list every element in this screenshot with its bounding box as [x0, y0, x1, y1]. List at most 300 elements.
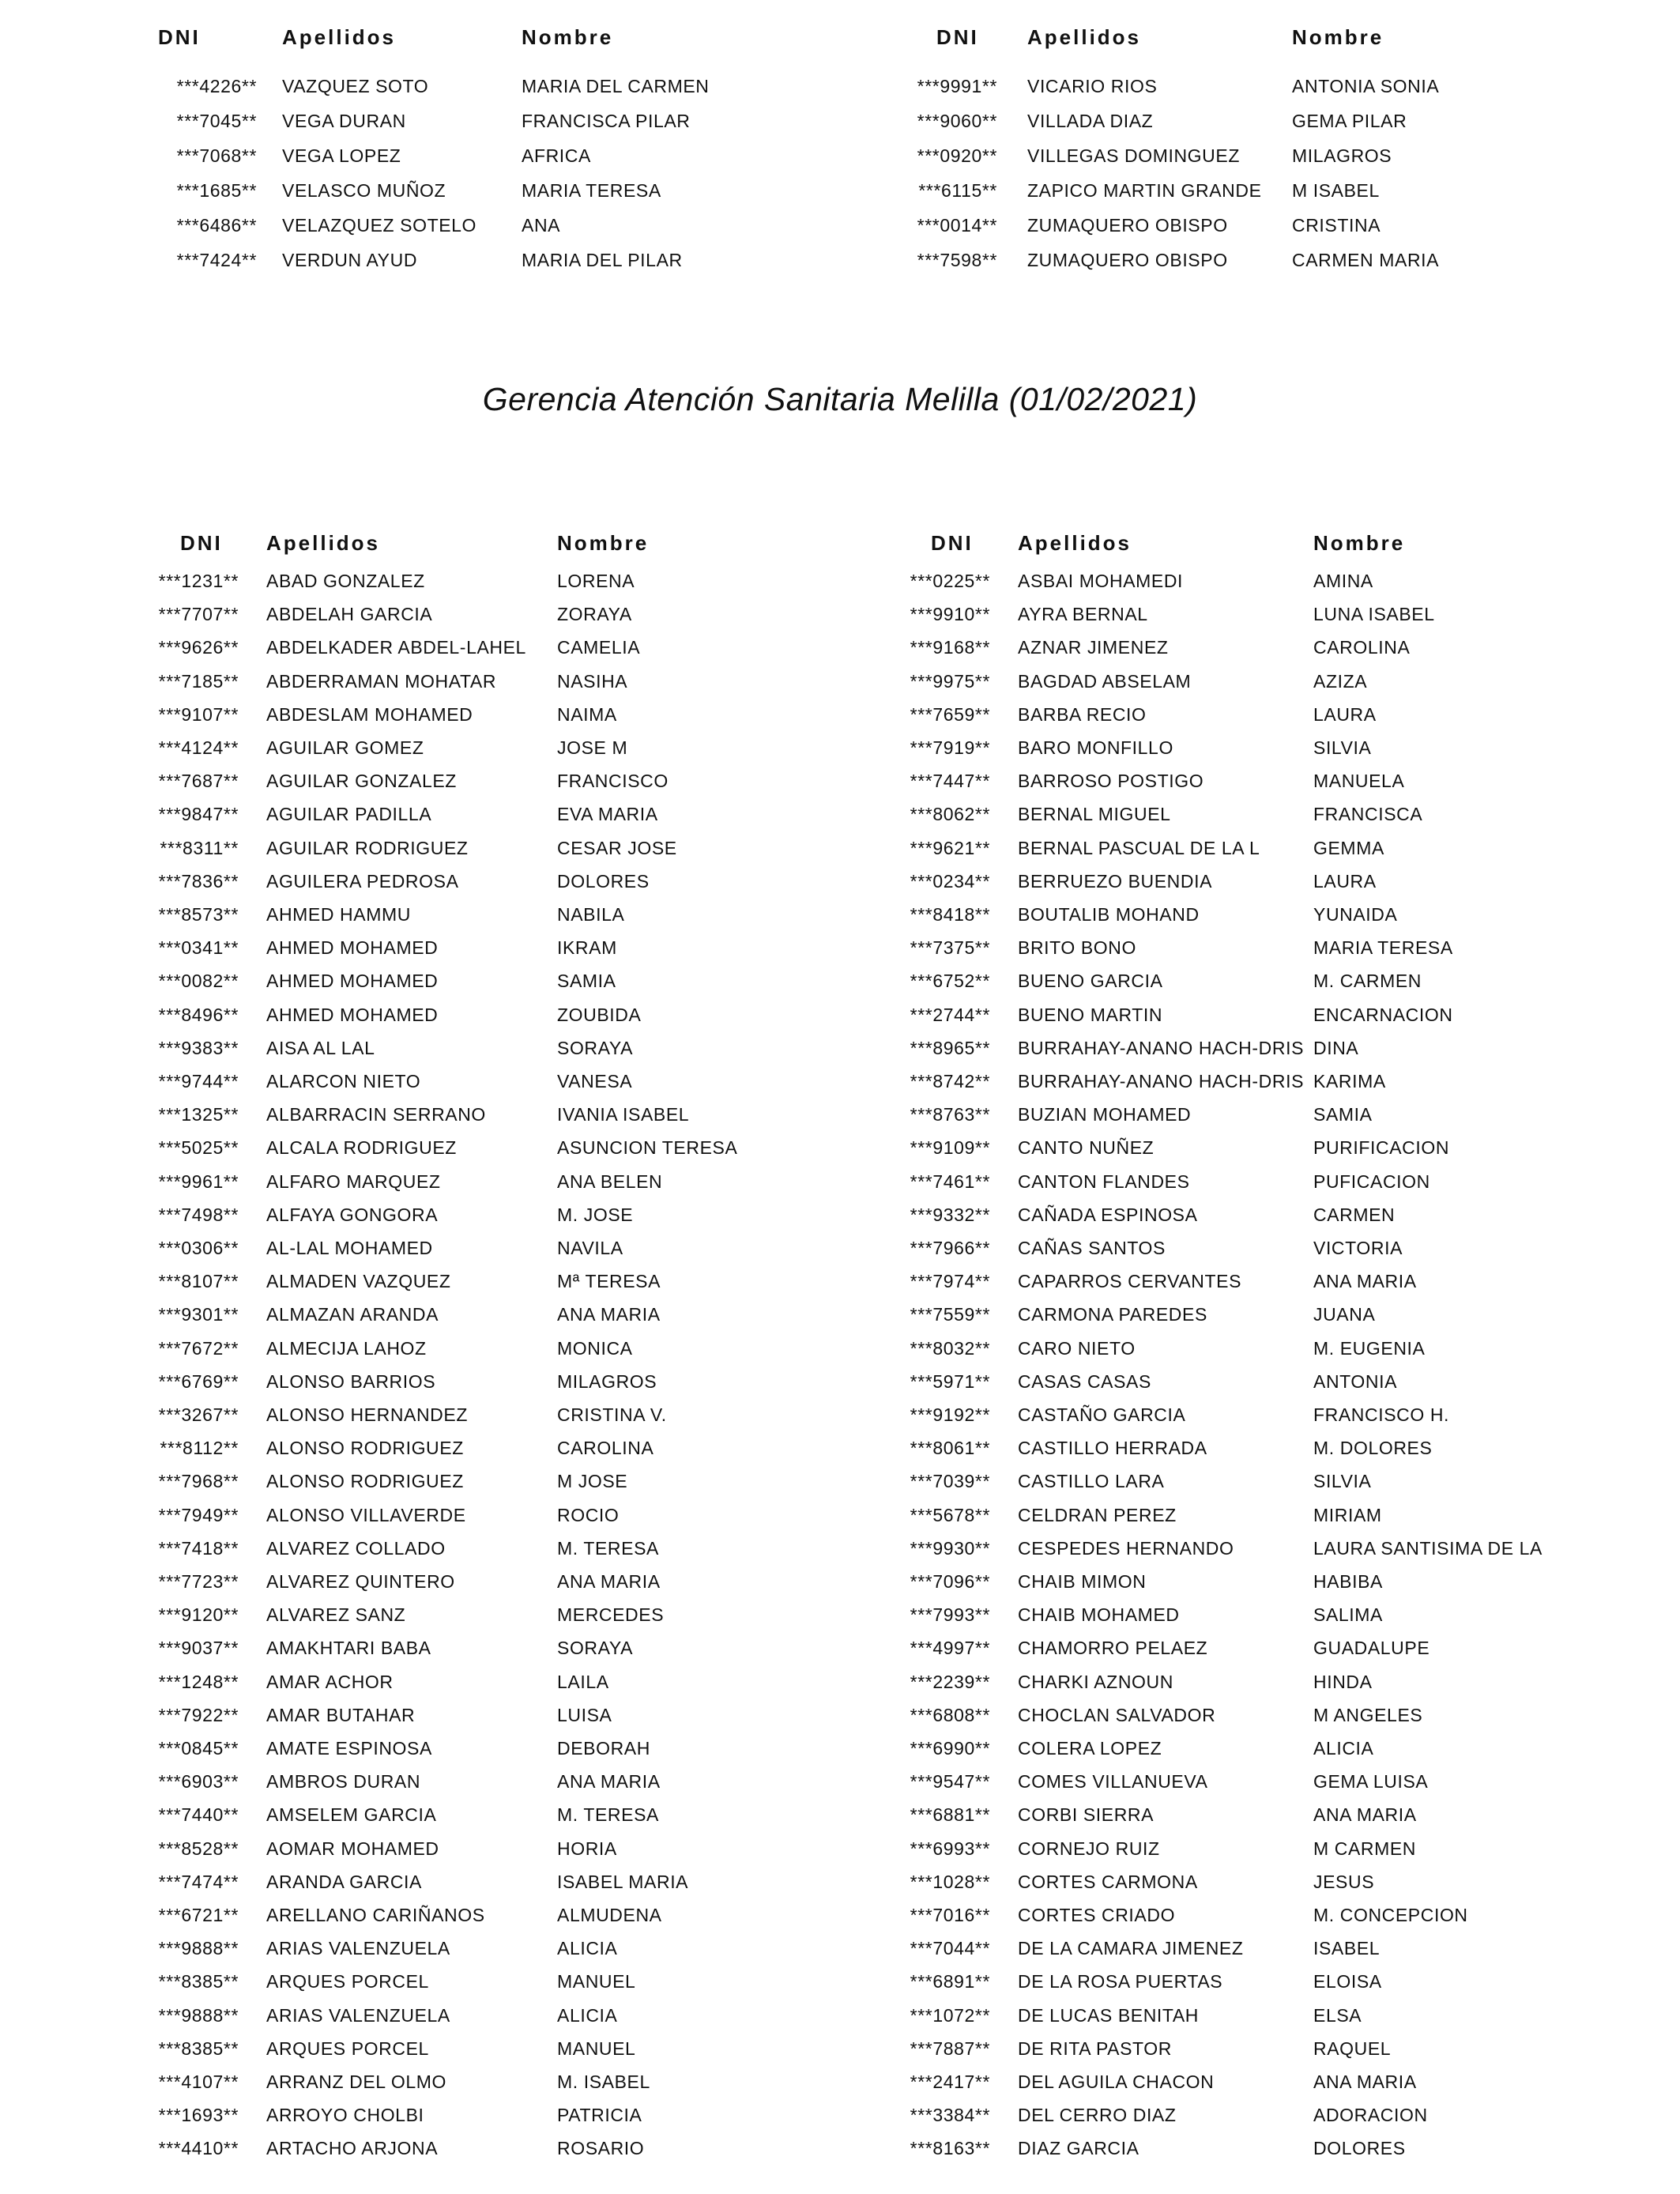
dni-cell: ***0845**	[158, 1738, 239, 1759]
dni-cell: ***9037**	[158, 1638, 239, 1659]
dni-cell: ***2239**	[910, 1671, 990, 1692]
nombre-cell: ANA MARIA	[557, 1771, 661, 1793]
apellidos-cell: CHARKI AZNOUN	[1018, 1671, 1173, 1692]
nombre-cell: JOSE M	[557, 737, 628, 758]
apellidos-cell: AGUILAR GOMEZ	[266, 737, 424, 758]
apellidos-cell: DE RITA PASTOR	[1018, 2038, 1172, 2059]
apellidos-cell: BERNAL MIGUEL	[1018, 804, 1171, 825]
dni-cell: ***7045**	[176, 111, 257, 131]
apellidos-cell: AL-LAL MOHAMED	[266, 1238, 433, 1258]
table-row	[0, 2136, 1680, 2168]
table-row	[0, 2037, 1680, 2068]
nombre-cell: LAURA	[1313, 870, 1377, 892]
apellidos-cell: AMAR BUTAHAR	[266, 1704, 416, 1725]
dni-cell: ***7498**	[158, 1204, 239, 1225]
apellidos-cell: ALCALA RODRIGUEZ	[266, 1137, 457, 1159]
apellidos-cell: DEL AGUILA CHACON	[1018, 2071, 1215, 2092]
dni-cell: ***0225**	[910, 571, 990, 591]
nombre-cell: RAQUEL	[1313, 2038, 1392, 2059]
apellidos-cell: CORBI SIERRA	[1018, 1804, 1155, 1826]
nombre-cell: NAVILA	[557, 1238, 623, 1258]
dni-cell: ***9991**	[917, 76, 997, 96]
apellidos-cell: AMSELEM GARCIA	[266, 1804, 437, 1826]
dni-cell: ***8061**	[910, 1438, 990, 1459]
apellidos-cell: AGUILAR PADILLA	[266, 804, 432, 825]
apellidos-cell: BARO MONFILLO	[1018, 737, 1173, 758]
nombre-cell: VICTORIA	[1313, 1238, 1403, 1258]
apellidos-cell: VELASCO MUÑOZ	[282, 180, 446, 201]
nombre-cell: CRISTINA	[1292, 215, 1381, 236]
dni-cell: ***6903**	[158, 1771, 239, 1793]
nombre-cell: ANA BELEN	[557, 1171, 663, 1192]
table-row	[0, 1570, 1680, 1601]
nombre-cell: MARIA DEL CARMEN	[522, 76, 710, 96]
apellidos-cell: CHAIB MOHAMED	[1018, 1604, 1180, 1626]
dni-cell: ***7723**	[158, 1571, 239, 1592]
apellidos-cell: VERDUN AYUD	[282, 250, 418, 270]
dni-cell: ***0341**	[158, 937, 239, 959]
dni-cell: ***8496**	[158, 1004, 239, 1025]
nombre-cell: ZORAYA	[557, 604, 632, 625]
column-header-nombre: Nombre	[522, 25, 614, 49]
apellidos-cell: ARIAS VALENZUELA	[266, 2004, 450, 2026]
apellidos-cell: ARRANZ DEL OLMO	[266, 2071, 446, 2092]
nombre-cell: MILAGROS	[557, 1370, 657, 1392]
dni-cell: ***4410**	[158, 2138, 239, 2159]
apellidos-cell: ARTACHO ARJONA	[266, 2138, 439, 2159]
apellidos-cell: ABDELKADER ABDEL-LAHEL	[266, 637, 526, 658]
nombre-cell: ANA MARIA	[557, 1571, 661, 1592]
nombre-cell: IVANIA ISABEL	[557, 1104, 690, 1125]
nombre-cell: SALIMA	[1313, 1604, 1383, 1626]
nombre-cell: NASIHA	[557, 670, 628, 692]
apellidos-cell: ALVAREZ SANZ	[266, 1604, 406, 1626]
apellidos-cell: ALONSO RODRIGUEZ	[266, 1471, 464, 1492]
apellidos-cell: AHMED HAMMU	[266, 904, 411, 925]
dni-cell: ***7966**	[910, 1238, 990, 1258]
apellidos-cell: VILLADA DIAZ	[1027, 111, 1154, 131]
nombre-cell: SAMIA	[557, 971, 616, 992]
dni-cell: ***6769**	[158, 1370, 239, 1392]
apellidos-cell: AOMAR MOHAMED	[266, 1838, 439, 1859]
nombre-cell: JUANA	[1313, 1304, 1376, 1325]
table-header	[0, 531, 1680, 563]
apellidos-cell: ARELLANO CARIÑANOS	[266, 1905, 485, 1925]
nombre-cell: HABIBA	[1313, 1571, 1383, 1592]
dni-cell: ***8965**	[910, 1037, 990, 1058]
dni-cell: ***7461**	[910, 1171, 990, 1192]
nombre-cell: DINA	[1313, 1037, 1359, 1058]
apellidos-cell: BURRAHAY-ANANO HACH-DRIS	[1018, 1071, 1305, 1091]
dni-cell: ***9961**	[158, 1171, 239, 1192]
dni-cell: ***8311**	[160, 837, 239, 858]
dni-cell: ***7974**	[910, 1271, 990, 1292]
apellidos-cell: CAÑAS SANTOS	[1018, 1238, 1166, 1258]
dni-cell: ***6808**	[910, 1704, 990, 1725]
apellidos-cell: ALFAYA GONGORA	[266, 1204, 439, 1225]
dni-cell: ***1072**	[910, 2004, 990, 2026]
table-row	[0, 1203, 1680, 1235]
nombre-cell: ANA MARIA	[557, 1304, 661, 1325]
apellidos-cell: AGUILAR GONZALEZ	[266, 771, 457, 792]
dni-cell: ***1325**	[158, 1104, 239, 1125]
dni-cell: ***6721**	[158, 1905, 239, 1925]
nombre-cell: CAROLINA	[557, 1438, 654, 1459]
apellidos-cell: BARROSO POSTIGO	[1018, 771, 1204, 792]
nombre-cell: DEBORAH	[557, 1738, 650, 1759]
dni-cell: ***8112**	[160, 1438, 239, 1459]
nombre-cell: MILAGROS	[1292, 145, 1392, 166]
apellidos-cell: BERNAL PASCUAL DE LA L	[1018, 837, 1260, 858]
nombre-cell: ANA MARIA	[1313, 2071, 1417, 2092]
dni-cell: ***0920**	[917, 145, 997, 166]
apellidos-cell: CASTAÑO GARCIA	[1018, 1404, 1186, 1425]
apellidos-cell: ALFARO MARQUEZ	[266, 1171, 441, 1192]
nombre-cell: M. EUGENIA	[1313, 1337, 1426, 1359]
nombre-cell: MANUEL	[557, 1971, 636, 1992]
nombre-cell: M ISABEL	[1292, 180, 1380, 201]
nombre-cell: LORENA	[557, 571, 635, 591]
apellidos-cell: BOUTALIB MOHAND	[1018, 904, 1200, 925]
nombre-cell: EVA MARIA	[557, 804, 658, 825]
apellidos-cell: AMAR ACHOR	[266, 1671, 394, 1692]
apellidos-cell: BRITO BONO	[1018, 937, 1136, 959]
apellidos-cell: DIAZ GARCIA	[1018, 2138, 1139, 2159]
column-header-dni: DNI	[931, 531, 974, 555]
apellidos-cell: CANTON FLANDES	[1018, 1171, 1190, 1192]
nombre-cell: VANESA	[557, 1071, 633, 1091]
apellidos-cell: AHMED MOHAMED	[266, 937, 439, 959]
apellidos-cell: VICARIO RIOS	[1027, 76, 1158, 96]
nombre-cell: ALMUDENA	[557, 1905, 662, 1925]
dni-cell: ***7418**	[158, 1537, 239, 1559]
table-row	[0, 936, 1680, 967]
nombre-cell: DOLORES	[1313, 2138, 1406, 2159]
dni-cell: ***9621**	[910, 837, 990, 858]
table-row	[0, 1469, 1680, 1501]
dni-cell: ***5971**	[910, 1370, 990, 1392]
apellidos-cell: VAZQUEZ SOTO	[282, 76, 429, 96]
table-row	[0, 1302, 1680, 1334]
dni-cell: ***8418**	[910, 904, 990, 925]
nombre-cell: SAMIA	[1313, 1104, 1373, 1125]
table-row	[0, 1636, 1680, 1668]
apellidos-cell: CHAMORRO PELAEZ	[1018, 1638, 1208, 1659]
table-row	[0, 669, 1680, 701]
dni-cell: ***7707**	[158, 604, 239, 625]
apellidos-cell: AGUILERA PEDROSA	[266, 870, 459, 892]
dni-cell: ***5025**	[158, 1137, 239, 1159]
nombre-cell: SILVIA	[1313, 737, 1372, 758]
table-row	[0, 1170, 1680, 1201]
apellidos-cell: ARROYO CHOLBI	[266, 2105, 424, 2126]
nombre-cell: ANTONIA	[1313, 1370, 1398, 1392]
apellidos-cell: BAGDAD ABSELAM	[1018, 670, 1192, 692]
nombre-cell: ELOISA	[1313, 1971, 1382, 1992]
column-header-nombre: Nombre	[1292, 25, 1384, 49]
apellidos-cell: ALVAREZ COLLADO	[266, 1537, 446, 1559]
dni-cell: ***7440**	[158, 1804, 239, 1826]
nombre-cell: M ANGELES	[1313, 1704, 1423, 1725]
table-row	[0, 869, 1680, 901]
dni-cell: ***8032**	[910, 1337, 990, 1359]
dni-cell: ***9168**	[910, 637, 990, 658]
column-header-apellidos: Apellidos	[1018, 531, 1132, 555]
apellidos-cell: CORTES CRIADO	[1018, 1905, 1176, 1925]
nombre-cell: PATRICIA	[557, 2105, 642, 2126]
table-row	[0, 1103, 1680, 1134]
dni-cell: ***3267**	[158, 1404, 239, 1425]
table-row	[0, 569, 1680, 601]
apellidos-cell: BURRAHAY-ANANO HACH-DRIS	[1018, 1037, 1305, 1058]
apellidos-cell: AISA AL LAL	[266, 1037, 375, 1058]
apellidos-cell: VILLEGAS DOMINGUEZ	[1027, 145, 1240, 166]
nombre-cell: GUADALUPE	[1313, 1638, 1430, 1659]
nombre-cell: MERCEDES	[557, 1604, 665, 1626]
nombre-cell: MARIA DEL PILAR	[522, 250, 683, 270]
nombre-cell: FRANCISCA PILAR	[522, 111, 691, 131]
dni-cell: ***9332**	[910, 1204, 990, 1225]
nombre-cell: ALICIA	[557, 2004, 618, 2026]
nombre-cell: SORAYA	[557, 1638, 634, 1659]
column-header-apellidos: Apellidos	[1027, 25, 1142, 49]
dni-cell: ***4124**	[158, 737, 239, 758]
dni-cell: ***9744**	[158, 1071, 239, 1091]
apellidos-cell: AYRA BERNAL	[1018, 604, 1148, 625]
nombre-cell: ALICIA	[557, 1938, 618, 1959]
dni-cell: ***7919**	[910, 737, 990, 758]
table-row	[0, 836, 1680, 868]
nombre-cell: ISABEL MARIA	[557, 1871, 689, 1892]
table-row	[0, 736, 1680, 767]
apellidos-cell: AMAKHTARI BABA	[266, 1638, 431, 1659]
nombre-cell: YUNAIDA	[1313, 904, 1398, 925]
nombre-cell: MANUEL	[557, 2038, 636, 2059]
apellidos-cell: CESPEDES HERNANDO	[1018, 1537, 1234, 1559]
dni-cell: ***8528**	[158, 1838, 239, 1859]
dni-cell: ***0014**	[917, 215, 997, 236]
table-row	[0, 1436, 1680, 1468]
nombre-cell: GEMA PILAR	[1292, 111, 1407, 131]
table-row	[0, 903, 1680, 934]
dni-cell: ***9383**	[158, 1037, 239, 1058]
table-row	[0, 1503, 1680, 1535]
nombre-cell: ADORACION	[1313, 2105, 1428, 2126]
dni-cell: ***8107**	[158, 1271, 239, 1292]
dni-cell: ***1693**	[158, 2105, 239, 2126]
dni-cell: ***2744**	[910, 1004, 990, 1025]
dni-cell: ***7559**	[910, 1304, 990, 1325]
nombre-cell: LAILA	[557, 1671, 609, 1692]
apellidos-cell: BUZIAN MOHAMED	[1018, 1104, 1192, 1125]
dni-cell: ***7968**	[158, 1471, 239, 1492]
apellidos-cell: CORNEJO RUIZ	[1018, 1838, 1160, 1859]
apellidos-cell: ALONSO RODRIGUEZ	[266, 1438, 464, 1459]
nombre-cell: ROCIO	[557, 1504, 620, 1525]
column-header-dni: DNI	[936, 25, 979, 49]
apellidos-cell: DEL CERRO DIAZ	[1018, 2105, 1177, 2126]
nombre-cell: Mª TERESA	[557, 1271, 661, 1292]
dni-cell: ***7039**	[910, 1471, 990, 1492]
nombre-cell: JESUS	[1313, 1871, 1375, 1892]
apellidos-cell: CANTO NUÑEZ	[1018, 1137, 1155, 1159]
dni-cell: ***7993**	[910, 1604, 990, 1626]
table-row	[0, 802, 1680, 834]
nombre-cell: ANA	[522, 215, 561, 236]
dni-cell: ***8573**	[158, 904, 239, 925]
dni-cell: ***4107**	[158, 2071, 239, 2092]
dni-cell: ***9301**	[158, 1304, 239, 1325]
table-row	[0, 635, 1680, 667]
dni-cell: ***8742**	[910, 1071, 990, 1091]
apellidos-cell: ARQUES PORCEL	[266, 1971, 429, 1992]
table-row	[0, 1970, 1680, 2001]
apellidos-cell: ALONSO BARRIOS	[266, 1370, 436, 1392]
dni-cell: ***4997**	[910, 1638, 990, 1659]
apellidos-cell: ZAPICO MARTIN GRANDE	[1027, 180, 1262, 201]
nombre-cell: AZIZA	[1313, 670, 1368, 692]
nombre-cell: GEMA LUISA	[1313, 1771, 1429, 1793]
nombre-cell: ISABEL	[1313, 1938, 1381, 1959]
apellidos-cell: CELDRAN PEREZ	[1018, 1504, 1177, 1525]
dni-cell: ***6486**	[176, 215, 257, 236]
dni-cell: ***7185**	[158, 670, 239, 692]
section-title: Gerencia Atención Sanitaria Melilla (01/02/2021)	[482, 381, 1198, 417]
apellidos-cell: BERRUEZO BUENDIA	[1018, 870, 1213, 892]
apellidos-cell: CASTILLO LARA	[1018, 1471, 1165, 1492]
nombre-cell: MARIA TERESA	[1313, 937, 1453, 959]
dni-cell: ***9888**	[158, 2004, 239, 2026]
apellidos-cell: COLERA LOPEZ	[1018, 1738, 1162, 1759]
dni-cell: ***9910**	[910, 604, 990, 625]
nombre-cell: M. CONCEPCION	[1313, 1905, 1468, 1925]
dni-cell: ***9109**	[910, 1137, 990, 1159]
dni-cell: ***7949**	[158, 1504, 239, 1525]
dni-cell: ***3384**	[910, 2105, 990, 2126]
apellidos-cell: CHOCLAN SALVADOR	[1018, 1704, 1216, 1725]
dni-cell: ***7659**	[910, 703, 990, 725]
nombre-cell: AMINA	[1313, 571, 1373, 591]
apellidos-cell: BUENO GARCIA	[1018, 971, 1163, 992]
nombre-cell: ASUNCION TERESA	[557, 1137, 738, 1159]
apellidos-cell: DE LA ROSA PUERTAS	[1018, 1971, 1223, 1992]
apellidos-cell: ABDERRAMAN MOHATAR	[266, 670, 497, 692]
nombre-cell: DOLORES	[557, 870, 650, 892]
dni-cell: ***7447**	[910, 771, 990, 792]
table-row	[0, 1770, 1680, 1801]
apellidos-cell: ZUMAQUERO OBISPO	[1027, 215, 1228, 236]
nombre-cell: FRANCISCA	[1313, 804, 1423, 825]
nombre-cell: ALICIA	[1313, 1738, 1374, 1759]
nombre-cell: CRISTINA V.	[557, 1404, 667, 1425]
table-row	[0, 1870, 1680, 1902]
nombre-cell: M. CARMEN	[1313, 971, 1422, 992]
apellidos-cell: ALONSO VILLAVERDE	[266, 1504, 466, 1525]
apellidos-cell: AHMED MOHAMED	[266, 971, 439, 992]
apellidos-cell: ARIAS VALENZUELA	[266, 1938, 450, 1959]
apellidos-cell: ALONSO HERNANDEZ	[266, 1404, 468, 1425]
nombre-cell: PURIFICACION	[1313, 1137, 1450, 1159]
dni-cell: ***7598**	[917, 250, 997, 270]
apellidos-cell: DE LA CAMARA JIMENEZ	[1018, 1938, 1244, 1959]
dni-cell: ***8385**	[158, 1971, 239, 1992]
dni-cell: ***1248**	[158, 1671, 239, 1692]
apellidos-cell: AZNAR JIMENEZ	[1018, 637, 1169, 658]
column-header-apellidos: Apellidos	[266, 531, 381, 555]
nombre-cell: LAURA	[1313, 703, 1377, 725]
table-row	[0, 1269, 1680, 1301]
apellidos-cell: ALVAREZ QUINTERO	[266, 1571, 455, 1592]
dni-cell: ***9060**	[917, 111, 997, 131]
dni-cell: ***0234**	[910, 870, 990, 892]
nombre-cell: IKRAM	[557, 937, 617, 959]
table-row	[0, 2004, 1680, 2035]
apellidos-cell: ALMAZAN ARANDA	[266, 1304, 439, 1325]
dni-cell: ***9888**	[158, 1938, 239, 1959]
dni-cell: ***7096**	[910, 1571, 990, 1592]
dni-cell: ***7068**	[176, 145, 257, 166]
apellidos-cell: BUENO MARTIN	[1018, 1004, 1163, 1025]
dni-cell: ***1685**	[176, 180, 257, 201]
table-row	[0, 1036, 1680, 1068]
apellidos-cell: ARANDA GARCIA	[266, 1871, 422, 1892]
dni-cell: ***4226**	[176, 76, 257, 96]
apellidos-cell: DE LUCAS BENITAH	[1018, 2004, 1199, 2026]
table-row	[0, 1936, 1680, 1968]
dni-cell: ***9547**	[910, 1771, 990, 1793]
table-row	[0, 602, 1680, 634]
apellidos-cell: ZUMAQUERO OBISPO	[1027, 250, 1228, 270]
nombre-cell: ANTONIA SONIA	[1292, 76, 1440, 96]
table-row	[0, 1903, 1680, 1935]
table-row	[0, 1003, 1680, 1035]
dni-cell: ***6891**	[910, 1971, 990, 1992]
nombre-cell: M CARMEN	[1313, 1838, 1417, 1859]
apellidos-cell: CAÑADA ESPINOSA	[1018, 1204, 1198, 1225]
table-row	[0, 1803, 1680, 1834]
apellidos-cell: ALBARRACIN SERRANO	[266, 1104, 486, 1125]
table-row	[0, 969, 1680, 1001]
dni-cell: ***7836**	[158, 870, 239, 892]
apellidos-cell: BARBA RECIO	[1018, 703, 1147, 725]
table-row	[0, 1236, 1680, 1268]
dni-cell: ***7375**	[910, 937, 990, 959]
table-row	[0, 1370, 1680, 1401]
nombre-cell: KARIMA	[1313, 1071, 1386, 1091]
dni-cell: ***6993**	[910, 1838, 990, 1859]
table-row	[0, 1703, 1680, 1735]
dni-cell: ***9975**	[910, 670, 990, 692]
table-row	[0, 1336, 1680, 1368]
dni-cell: ***9192**	[910, 1404, 990, 1425]
apellidos-cell: ARQUES PORCEL	[266, 2038, 429, 2059]
nombre-cell: MONICA	[557, 1337, 633, 1359]
nombre-cell: SILVIA	[1313, 1471, 1372, 1492]
nombre-cell: CAROLINA	[1313, 637, 1411, 658]
nombre-cell: SORAYA	[557, 1037, 634, 1058]
apellidos-cell: VELAZQUEZ SOTELO	[282, 215, 477, 236]
dni-cell: ***1028**	[910, 1871, 990, 1892]
apellidos-cell: ABDELAH GARCIA	[266, 604, 433, 625]
dni-cell: ***0082**	[158, 971, 239, 992]
apellidos-cell: COMES VILLANUEVA	[1018, 1771, 1208, 1793]
apellidos-cell: ALMECIJA LAHOZ	[266, 1337, 427, 1359]
apellidos-cell: AMBROS DURAN	[266, 1771, 421, 1793]
table-row	[0, 1069, 1680, 1101]
table-row	[0, 1536, 1680, 1568]
table-row	[0, 703, 1680, 734]
nombre-cell: FRANCISCO H.	[1313, 1404, 1450, 1425]
